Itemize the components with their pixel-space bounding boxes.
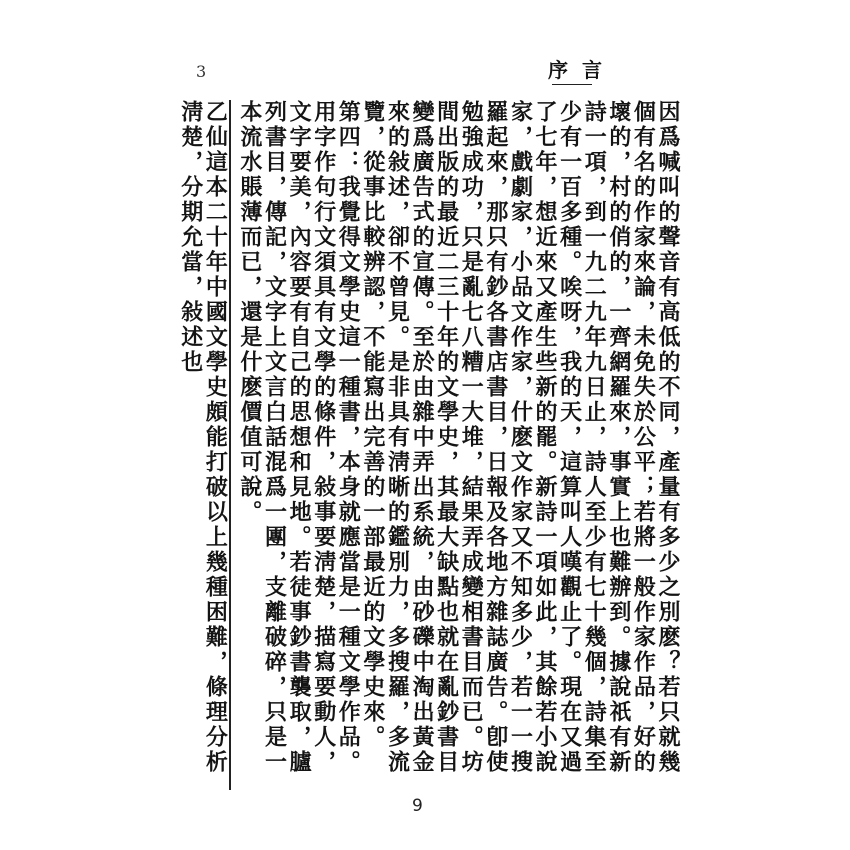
paragraph-book-evaluation: 乙仙這本二十年中國文學史頗能打破以上幾種困難，條理分析淸楚，分期允當，敍述也 — [178, 100, 231, 790]
running-title: 序言 — [548, 58, 616, 82]
header-left-mark: 3 — [196, 62, 207, 81]
paragraph-continued: 因爲喊叫的聲音有高低的不同，產量有多少之別麽？若只就幾個有名的作家來論，未免失於公平；若將一般作家作品，好的壞的，村的俏的，一齊網羅來，事實上也難辦到。據說祇有新詩一項，到一九二九年九日止，詩人至少有七十幾個，詩集至少有一百多種。唉呀，我的天，這算叫人嘆觀止了。現在又過了七年，想近來又產生些新的罷。新詩一項如此，其餘若小說家，戲劇家，小品文作家，什麽文作家又不知多少，若一一搜羅起來，那只有鈔各書店書目，日報及各地方雜誌廣告。卽使勉強成功，只是亂七八糟一大堆，結果弄成變相書目而已。坊間出版的最近二三十年的文學史，其最大缺點也就在亂鈔書目變爲廣告式的宣傳。至於由雜中弄出系統，由砂礫中淘出黃金來的敍述，卻不曾見。是非具有淸晰的鑑別力，多搜羅，多流覽，從事比較辨認，不能寫出完善的一部最近的文學史來。 — [359, 100, 681, 775]
paragraph-fourth-point: 第四：我覺得文學史這一種書，本身就應當是一種文學作品。用字作句行文須具有文學的條件，敍事要淸楚，描寫要動人，文字要美，內容要有自己的思想和見地。若徒事鈔書襲取，臚列書目，傳記，文字上文言白話混爲一團，支離破碎，只是一本流水賬薄而已，還是什麽價值可說。 — [236, 100, 362, 775]
vertical-text-block — [177, 100, 681, 790]
running-title-rule — [552, 84, 592, 85]
page-number: 9 — [412, 796, 423, 816]
